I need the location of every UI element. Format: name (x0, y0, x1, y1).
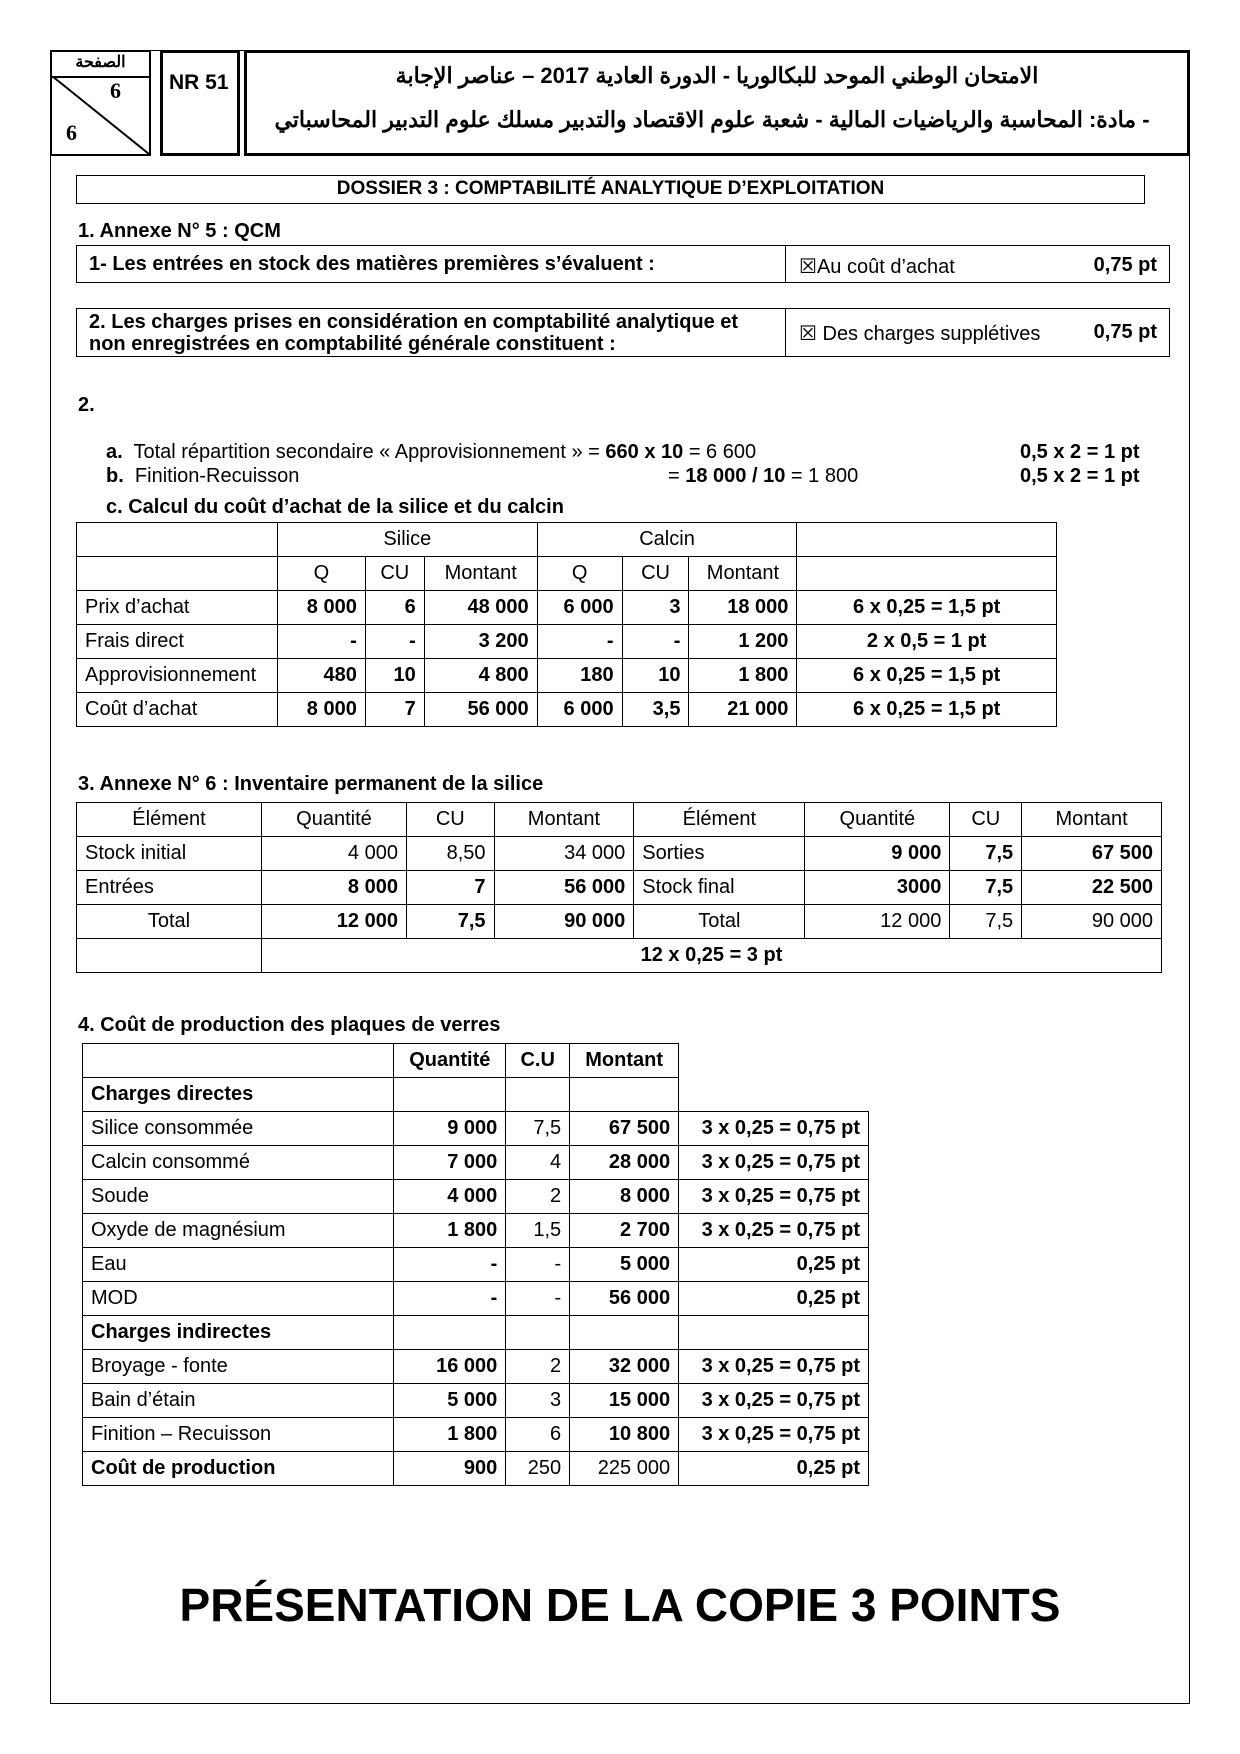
q3-title: 3. Annexe N° 6 : Inventaire permanent de la silice (78, 773, 544, 795)
group-header: Silice (277, 523, 537, 557)
value-cell: 4 000 (261, 837, 406, 871)
value-cell: 3,5 (622, 693, 689, 727)
value-cell (394, 1316, 506, 1350)
table-row (77, 871, 1162, 905)
value-cell: 4 (506, 1146, 570, 1180)
points-cell: 0,25 pt (679, 1248, 869, 1282)
value-cell: 480 (277, 659, 365, 693)
column-header: Quantité (394, 1044, 506, 1078)
value-cell: 12 000 (261, 905, 406, 939)
empty-cell (77, 557, 278, 591)
row-label: Bain d’étain (83, 1384, 394, 1418)
header-row (77, 523, 1057, 557)
value-cell: 250 (506, 1452, 570, 1486)
value-cell: 8 000 (277, 693, 365, 727)
page-num: 6 (110, 78, 121, 103)
empty-cell (77, 523, 278, 557)
qcm-points: 0,75 pt (1093, 321, 1157, 343)
column-header: CU (622, 557, 689, 591)
value-cell: 56 000 (424, 693, 537, 727)
column-header: Q (537, 557, 622, 591)
table-row (83, 1452, 869, 1486)
column-header: CU (406, 803, 494, 837)
column-header (83, 1044, 394, 1078)
value-cell: 56 000 (570, 1282, 679, 1316)
value-cell: 225 000 (570, 1452, 679, 1486)
row-label: Prix d’achat (77, 591, 278, 625)
value-cell: 15 000 (570, 1384, 679, 1418)
table-row (77, 693, 1057, 727)
points-cell: 6 x 0,25 = 1,5 pt (797, 659, 1057, 693)
value-cell: 16 000 (394, 1350, 506, 1384)
value-cell: 67 500 (570, 1112, 679, 1146)
checkbox-checked[interactable]: ☒ Des charges supplétives (799, 323, 1041, 345)
row-label: Frais direct (77, 625, 278, 659)
cost-table (76, 522, 1057, 727)
value-cell: 18 000 (689, 591, 797, 625)
table-row (77, 837, 1162, 871)
value-cell: 8 000 (277, 591, 365, 625)
value-cell: 7 (365, 693, 424, 727)
value-cell: 6 000 (537, 693, 622, 727)
value-cell: 34 000 (494, 837, 634, 871)
section-label: Charges directes (83, 1078, 394, 1112)
value-cell: 32 000 (570, 1350, 679, 1384)
row-label: Broyage - fonte (83, 1350, 394, 1384)
column-header: Montant (1022, 803, 1162, 837)
row-label: Coût d’achat (77, 693, 278, 727)
qcm-answer: Des charges supplétives (816, 323, 1041, 345)
table-row (83, 1384, 869, 1418)
value-cell: - (506, 1248, 570, 1282)
value-cell: 8 000 (261, 871, 406, 905)
dossier-title: DOSSIER 3 : COMPTABILITÉ ANALYTIQUE D’EXPLOITATION (76, 175, 1145, 204)
column-header: Élément (77, 803, 262, 837)
page-label: الصفحة (52, 52, 149, 78)
q1-title: 1. Annexe N° 5 : QCM (78, 220, 281, 242)
value-cell: 5 000 (394, 1384, 506, 1418)
table-row (83, 1214, 869, 1248)
column-header: CU (950, 803, 1022, 837)
value-cell: 7 (406, 871, 494, 905)
title-line1: الامتحان الوطني الموحد للبكالوريا - الدورة العادية 2017 – عناصر الإجابة (395, 63, 1039, 88)
row-label: Stock final (634, 871, 805, 905)
points-cell: 3 x 0,25 = 0,75 pt (679, 1112, 869, 1146)
value-cell: 21 000 (689, 693, 797, 727)
empty-cell (77, 939, 262, 973)
table-row (83, 1418, 869, 1452)
row-label: Total (634, 905, 805, 939)
column-header: Montant (494, 803, 634, 837)
q4-title: 4. Coût de production des plaques de verres (78, 1014, 501, 1036)
qcm-question: 1- Les entrées en stock des matières premières s’évaluent : (89, 253, 655, 275)
checkbox-checked[interactable]: ☒Au coût d’achat (799, 256, 955, 278)
value-cell (570, 1316, 679, 1350)
qcm-item-1 (76, 245, 1170, 283)
row-label: Total (77, 905, 262, 939)
q2-a: a. Total répartition secondaire « Approvisionnement » = 660 x 10 = 6 600 (106, 441, 757, 463)
value-cell: - (537, 625, 622, 659)
value-cell: - (394, 1282, 506, 1316)
points-cell: 0,25 pt (679, 1282, 869, 1316)
value-cell: 12 000 (805, 905, 950, 939)
row-label: Entrées (77, 871, 262, 905)
exam-code: NR 51 (169, 71, 229, 94)
value-cell: 9 000 (394, 1112, 506, 1146)
value-cell: 10 (622, 659, 689, 693)
points-cell: 2 x 0,5 = 1 pt (797, 625, 1057, 659)
points-cell: 3 x 0,25 = 0,75 pt (679, 1180, 869, 1214)
title-line2: - مادة: المحاسبة والرياضيات المالية - شعبة علوم الاقتصاد والتدبير مسلك علوم التدبير المحاسباتي (274, 107, 1150, 132)
value-cell: 1 800 (394, 1214, 506, 1248)
q2-b-points: 0,5 x 2 = 1 pt (1020, 465, 1140, 487)
value-cell: - (394, 1248, 506, 1282)
points-cell: 3 x 0,25 = 0,75 pt (679, 1418, 869, 1452)
q2-a-points: 0,5 x 2 = 1 pt (1020, 441, 1140, 463)
title-box (244, 50, 1190, 156)
value-cell: 1 800 (394, 1418, 506, 1452)
points-cell: 6 x 0,25 = 1,5 pt (797, 591, 1057, 625)
value-cell: 22 500 (1022, 871, 1162, 905)
value-cell: 180 (537, 659, 622, 693)
value-cell: 2 (506, 1350, 570, 1384)
value-cell (394, 1078, 506, 1112)
inventory-table (76, 802, 1162, 973)
value-cell: 8 000 (570, 1180, 679, 1214)
value-cell: 2 (506, 1180, 570, 1214)
value-cell: 3 200 (424, 625, 537, 659)
value-cell: 1 200 (689, 625, 797, 659)
page-number-box (50, 50, 151, 156)
table-row (77, 591, 1057, 625)
q2-title: 2. (78, 394, 95, 416)
row-label: Approvisionnement (77, 659, 278, 693)
row-label: Eau (83, 1248, 394, 1282)
production-table (82, 1043, 869, 1486)
q2-b: b. Finition-Recuisson (106, 465, 300, 487)
page-total: 6 (66, 120, 77, 145)
qcm-question-line1: 2. Les charges prises en considération en comptabilité analytique et (89, 311, 739, 333)
value-cell: 10 (365, 659, 424, 693)
column-header: Quantité (805, 803, 950, 837)
column-header: Q (277, 557, 365, 591)
table-row (83, 1146, 869, 1180)
table-row (83, 1282, 869, 1316)
table-row (83, 1112, 869, 1146)
value-cell: 4 000 (394, 1180, 506, 1214)
qcm-question-line2: non enregistrées en comptabilité générale constituent : (89, 333, 616, 355)
value-cell: 48 000 (424, 591, 537, 625)
value-cell: 90 000 (494, 905, 634, 939)
value-cell (570, 1078, 679, 1112)
header-row (77, 803, 1162, 837)
column-header: Montant (424, 557, 537, 591)
value-cell: 2 700 (570, 1214, 679, 1248)
presentation-note: PRÉSENTATION DE LA COPIE 3 POINTS (179, 1579, 1061, 1631)
value-cell: 10 800 (570, 1418, 679, 1452)
value-cell: - (277, 625, 365, 659)
table-row (83, 1248, 869, 1282)
points-cell: 3 x 0,25 = 0,75 pt (679, 1350, 869, 1384)
row-label: Sorties (634, 837, 805, 871)
empty-cell (679, 1044, 869, 1078)
section-label: Charges indirectes (83, 1316, 394, 1350)
subheader-row (77, 557, 1057, 591)
empty-cell (679, 1078, 869, 1112)
value-cell: 7,5 (406, 905, 494, 939)
code-box (160, 50, 240, 156)
table-row (83, 1316, 869, 1350)
points-cell: 3 x 0,25 = 0,75 pt (679, 1214, 869, 1248)
table-row (77, 625, 1057, 659)
q2-b-calc: = 18 000 / 10 = 1 800 (668, 465, 859, 487)
value-cell: 3 (622, 591, 689, 625)
empty-cell (797, 557, 1057, 591)
row-label: Soude (83, 1180, 394, 1214)
value-cell: 8,50 (406, 837, 494, 871)
points-cell: 12 x 0,25 = 3 pt (261, 939, 1161, 973)
value-cell: 3000 (805, 871, 950, 905)
points-cell: 3 x 0,25 = 0,75 pt (679, 1384, 869, 1418)
value-cell (506, 1078, 570, 1112)
empty-cell (797, 523, 1057, 557)
column-header: Montant (570, 1044, 679, 1078)
qcm-item-2 (76, 308, 1170, 357)
points-cell: 3 x 0,25 = 0,75 pt (679, 1146, 869, 1180)
points-cell: 0,25 pt (679, 1452, 869, 1486)
row-label: MOD (83, 1282, 394, 1316)
row-label: Finition – Recuisson (83, 1418, 394, 1452)
column-header: Quantité (261, 803, 406, 837)
value-cell: 7,5 (950, 905, 1022, 939)
value-cell: 67 500 (1022, 837, 1162, 871)
table-row (77, 659, 1057, 693)
value-cell: 5 000 (570, 1248, 679, 1282)
column-header: CU (365, 557, 424, 591)
column-header: Élément (634, 803, 805, 837)
column-header: C.U (506, 1044, 570, 1078)
q2-c-title: c. Calcul du coût d’achat de la silice et du calcin (106, 496, 564, 518)
value-cell: 3 (506, 1384, 570, 1418)
value-cell: - (365, 625, 424, 659)
value-cell: 1 800 (689, 659, 797, 693)
row-label: Stock initial (77, 837, 262, 871)
value-cell: 7,5 (950, 871, 1022, 905)
value-cell: 6 000 (537, 591, 622, 625)
value-cell: 28 000 (570, 1146, 679, 1180)
value-cell: 6 (365, 591, 424, 625)
points-cell: 6 x 0,25 = 1,5 pt (797, 693, 1057, 727)
value-cell: 1,5 (506, 1214, 570, 1248)
value-cell: 900 (394, 1452, 506, 1486)
points-cell (679, 1316, 869, 1350)
column-header: Montant (689, 557, 797, 591)
qcm-points: 0,75 pt (1093, 254, 1157, 276)
row-label: Calcin consommé (83, 1146, 394, 1180)
row-label: Silice consommée (83, 1112, 394, 1146)
value-cell: 9 000 (805, 837, 950, 871)
points-row (77, 939, 1162, 973)
value-cell: 7 000 (394, 1146, 506, 1180)
value-cell: 7,5 (506, 1112, 570, 1146)
value-cell: 90 000 (1022, 905, 1162, 939)
row-label: Coût de production (83, 1452, 394, 1486)
group-header: Calcin (537, 523, 797, 557)
value-cell: - (622, 625, 689, 659)
value-cell: 7,5 (950, 837, 1022, 871)
table-row (83, 1078, 869, 1112)
value-cell: - (506, 1282, 570, 1316)
row-label: Oxyde de magnésium (83, 1214, 394, 1248)
table-row (83, 1350, 869, 1384)
qcm-answer: Au coût d’achat (816, 256, 955, 278)
table-row (83, 1180, 869, 1214)
value-cell: 56 000 (494, 871, 634, 905)
value-cell: 6 (506, 1418, 570, 1452)
table-row (77, 905, 1162, 939)
value-cell (506, 1316, 570, 1350)
value-cell: 4 800 (424, 659, 537, 693)
header-row (83, 1044, 869, 1078)
